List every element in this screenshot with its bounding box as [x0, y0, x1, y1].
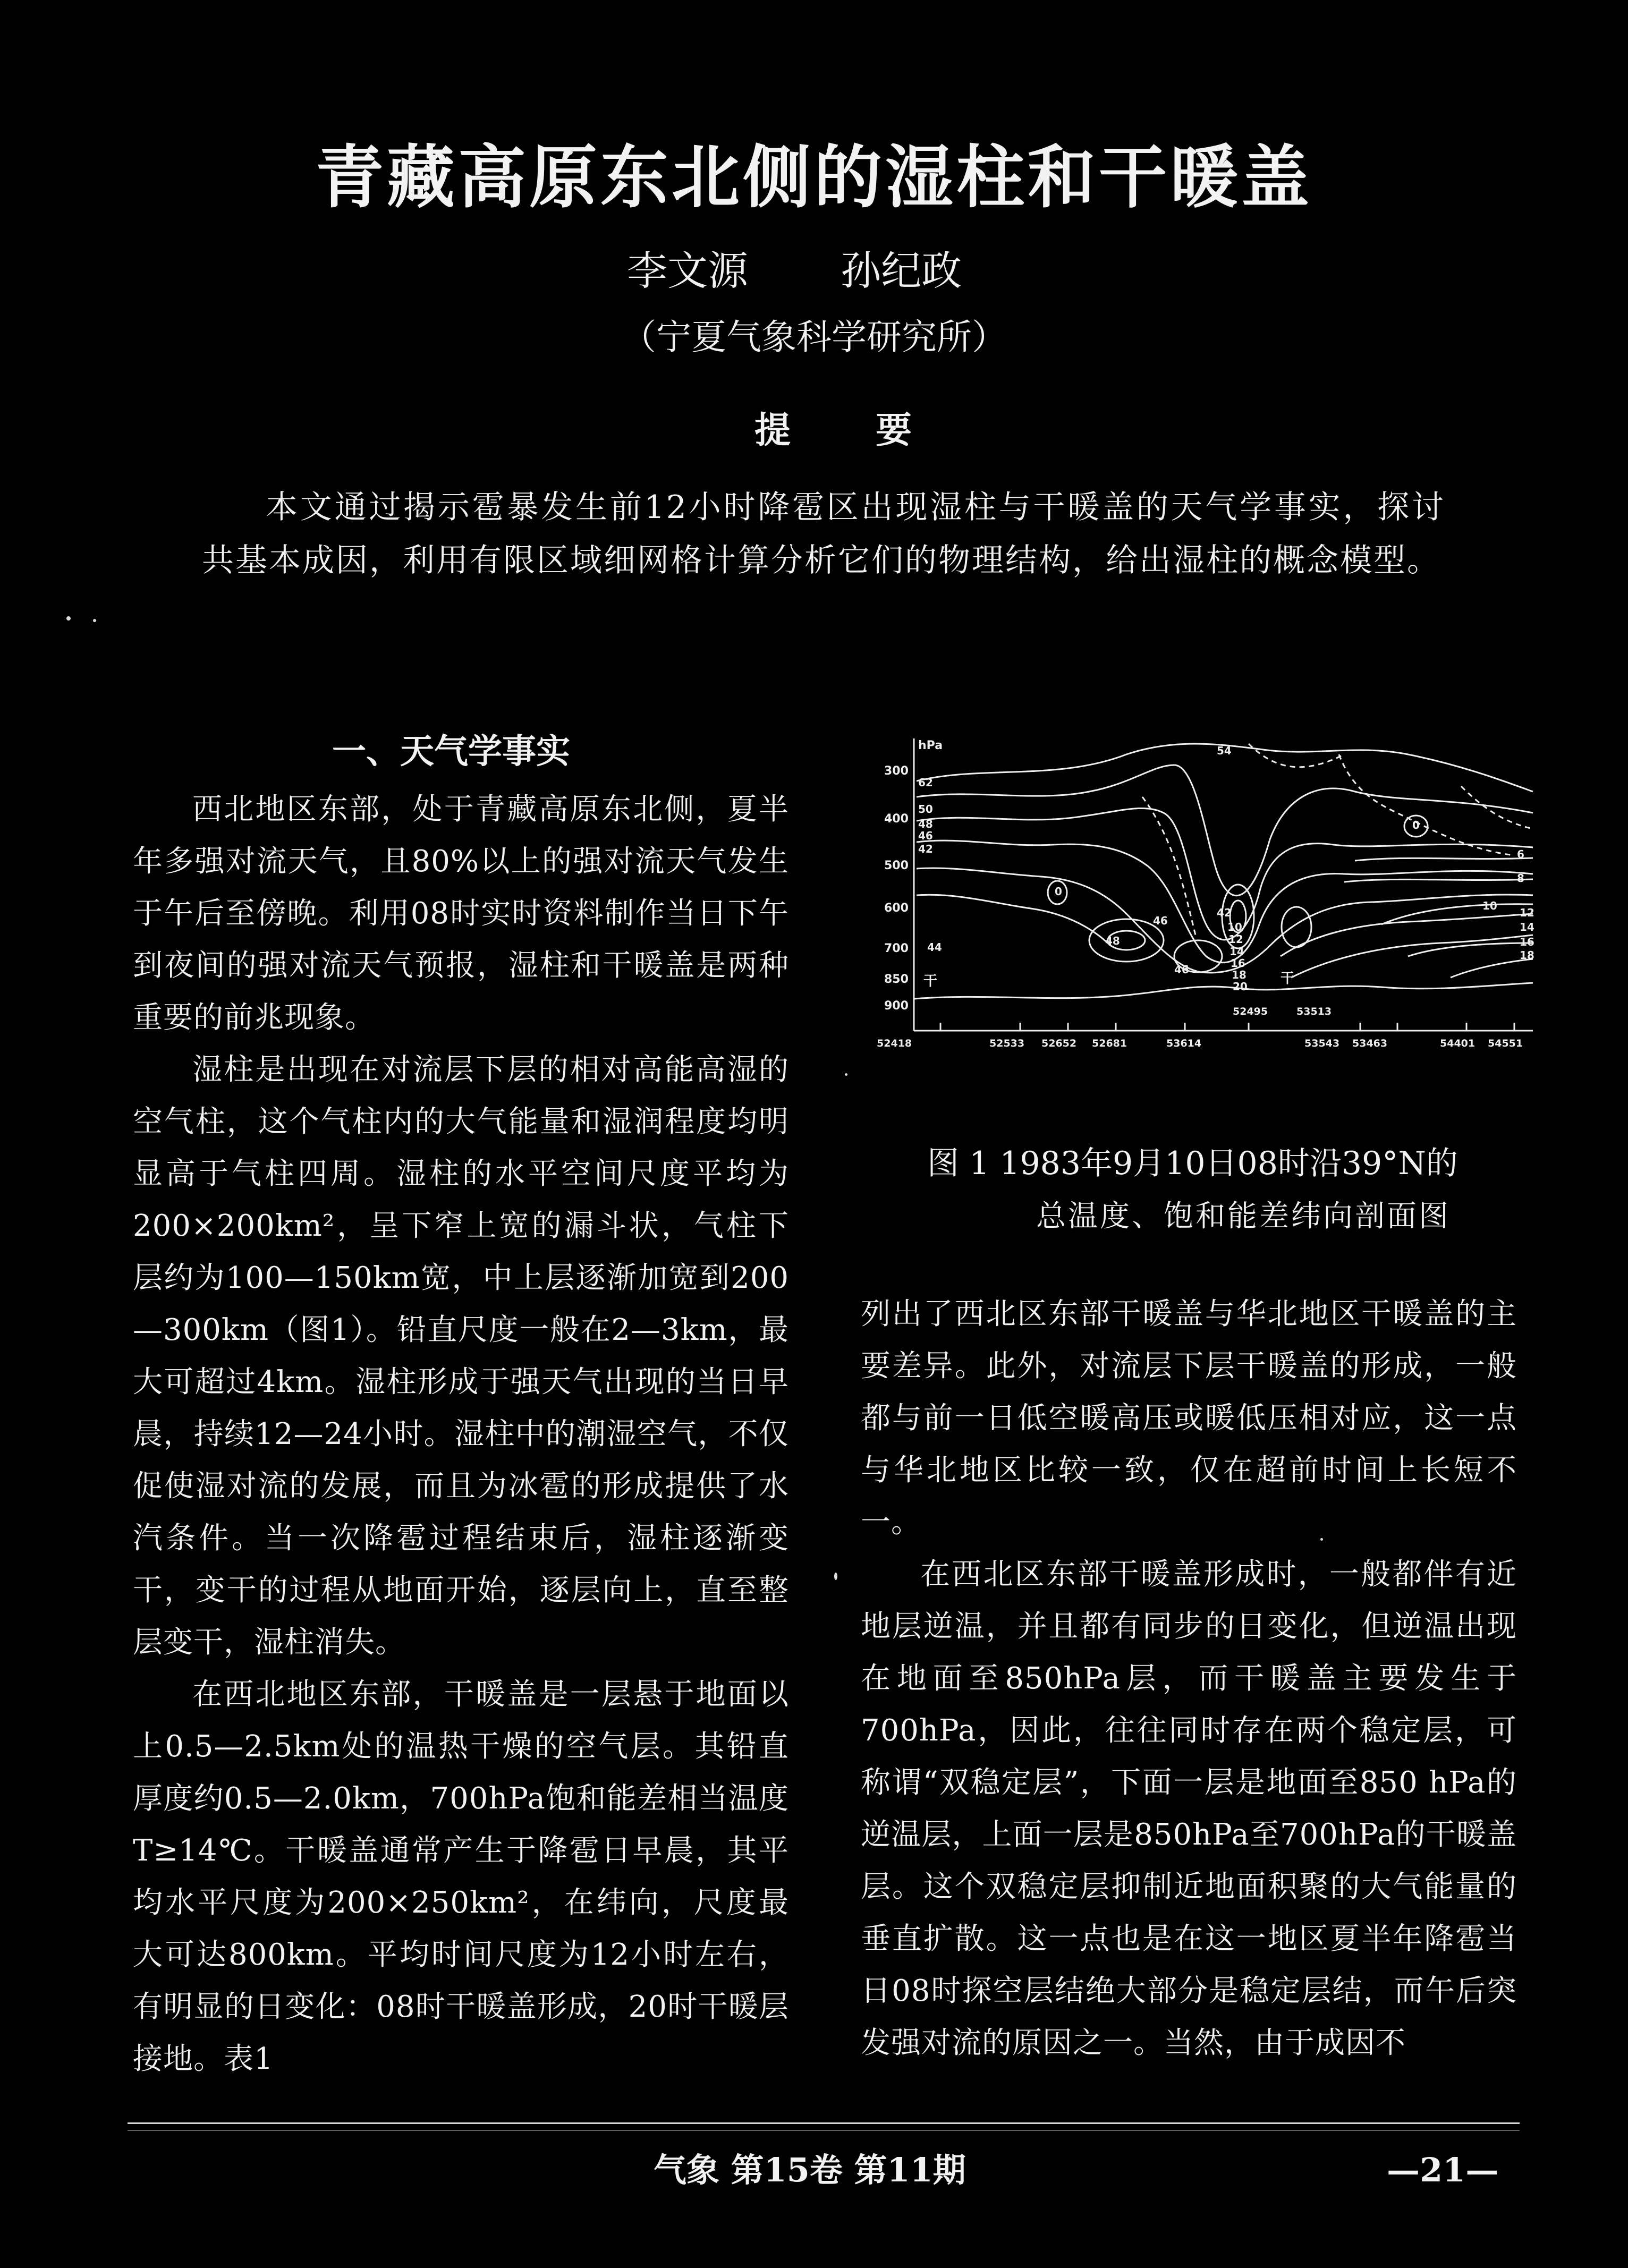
contour-label: 14: [1230, 945, 1244, 958]
author-1: 李文源: [627, 247, 748, 294]
ground-line: [914, 983, 1533, 999]
right-paragraph-2: 在西北区东部干暖盖形成时，一般都伴有近地层逆温，并且都有同步的日变化，但逆温出现在地面至850hPa层，而干暖盖主要发生于700hPa，因此，往往同时存在两个稳定层，可称谓“双稳定层”，下面一层是地面至850 hPa的逆温层，上面一层是850hPa至700hPa的干暖盖层。这个双稳定层抑制近地面积聚的大气能量的垂直扩散。这一点也是在这一地区夏半年降雹当日08时探空层结绝大部分是稳定层结，而午后突发强对流的原因之一。当然，由于成因不: [861, 1557, 1517, 2060]
figure-caption-line-2: 总温度、饱和能差纬向剖面图: [1036, 1199, 1451, 1234]
station-9: 54551: [1488, 1038, 1523, 1049]
contour-2: [917, 765, 1533, 896]
contour-label: 12: [1520, 906, 1534, 919]
contour-label: 10: [1482, 899, 1497, 912]
contour-label: 46: [1174, 963, 1189, 976]
scan-speck: [66, 616, 71, 621]
abstract-heading-char-2: 要: [876, 409, 912, 452]
contour-label: 0: [1055, 885, 1062, 898]
contour-label: 48: [1105, 935, 1120, 947]
contour-label: 16: [1520, 936, 1534, 948]
abstract-text: 本文通过揭示雹暴发生前12小时降雹区出现湿柱与干暖盖的天气学事实，探讨共基本成因，利用有限区域细网格计算分析它们的物理结构，给出湿柱的概念模型。: [202, 489, 1445, 579]
contour-label: 16: [1231, 957, 1245, 970]
author-2: 孙纪政: [841, 247, 962, 294]
pressure-label-900: 900: [884, 999, 909, 1013]
dashed-contour-1: [1249, 744, 1344, 767]
station-1: 52418: [877, 1038, 912, 1049]
left-column: [133, 784, 789, 2085]
section-1-heading: 一、天气学事实: [332, 732, 570, 771]
abstract-heading: [754, 404, 912, 457]
scan-speck: [1320, 1538, 1323, 1541]
pressure-label-700: 700: [884, 942, 909, 955]
footer-rule-thin: [128, 2130, 1520, 2131]
abstract-heading-char-1: 提: [754, 409, 791, 452]
station-3: 52652: [1041, 1038, 1077, 1049]
contour-label: 20: [1233, 980, 1248, 993]
left-paragraph-3: 在西北地区东部，干暖盖是一层悬于地面以上0.5—2.5km处的温热干燥的空气层。其铅直厚度约0.5—2.0km，700hPa饱和能差相当温度T≥14℃。干暖盖通常产生于降雹日早晨，其平均水平尺度为200×250km²，在纬向，尺度最大可达800km。平均时间尺度为12小时左右，有明显的日变化：08时干暖盖形成，20时干暖层接地。表1: [133, 1677, 789, 2076]
paper-title: 青藏高原东北侧的湿柱和干暖盖: [315, 138, 1312, 217]
contour-label: 14: [1520, 921, 1534, 933]
right-column: [861, 1288, 1517, 2069]
contour-label: 54: [1217, 744, 1232, 757]
footer-rule: [128, 2122, 1520, 2124]
contour-label: 46: [1153, 914, 1168, 927]
contour-label: 42: [1217, 906, 1232, 919]
contour-label: 10: [1227, 921, 1242, 933]
contour-r4: [1408, 943, 1533, 956]
contour-label: 6: [1517, 848, 1524, 861]
affiliation: （宁夏气象科学研究所）: [621, 317, 1007, 358]
right-paragraph-1: 列出了西北区东部干暖盖与华北地区干暖盖的主要差异。此外，对流层下层干暖盖的形成，一般都与前一日低空暖高压或暖低压相对应，这一点与华北地区比较一致，仅在超前时间上长短不一。: [861, 1297, 1517, 1540]
contour-label: 48: [918, 818, 933, 830]
pressure-label-400: 400: [884, 812, 909, 826]
pressure-label-500: 500: [884, 859, 909, 872]
contour-label: 62: [918, 776, 933, 789]
contour-r2: [1344, 879, 1533, 882]
contour-r5: [1451, 959, 1533, 978]
station-7: 53463: [1352, 1038, 1388, 1049]
scan-speck: [93, 619, 96, 622]
journal-info: 气象 第15卷 第11期: [654, 2151, 966, 2189]
contour-7: [1281, 914, 1533, 956]
pressure-label-300: 300: [884, 765, 909, 778]
contour-label: 18: [1232, 969, 1247, 981]
contour-label: 44: [927, 941, 942, 954]
scan-speck: [845, 1073, 847, 1076]
left-paragraph-2: 湿柱是出现在对流层下层的相对高能高湿的空气柱，这个气柱内的大气能量和湿润程度均明显高于气柱四周。湿柱的水平空间尺度平均为200×200km²，呈下窄上宽的漏斗状，气柱下层约为100—150km宽，中上层逐渐加宽到200—300km（图1）。铅直尺度一般在2—3km，最大可超过4km。湿柱形成于强天气出现的当日早晨，持续12—24小时。湿柱中的潮湿空气，不仅促使湿对流的发展，而且为冰雹的形成提供了水汽条件。当一次降雹过程结束后，湿柱逐渐变干，变干的过程从地面开始，逐层向上，直至整层变干，湿柱消失。: [133, 1052, 789, 1660]
pressure-label-850: 850: [884, 973, 909, 986]
contour-label: 50: [918, 803, 933, 816]
pressure-label-600: 600: [884, 902, 909, 915]
station-5: 53614: [1166, 1038, 1202, 1049]
contour-label: 0: [1412, 819, 1420, 831]
authors: [627, 242, 1105, 300]
figure-1-cross-section: [877, 733, 1536, 1116]
station-upper-1: 52495: [1233, 1006, 1268, 1017]
station-8: 54401: [1440, 1038, 1476, 1049]
dashed-contour-2: [1339, 754, 1514, 855]
axis-unit-label: hPa: [918, 739, 943, 752]
station-6: 53543: [1304, 1038, 1340, 1049]
contour-label: 干: [923, 973, 938, 989]
page-number: —21—: [1387, 2151, 1499, 2189]
contour-8: [1291, 935, 1533, 978]
contour-label: 46: [918, 829, 933, 842]
contour-label: 干: [1281, 971, 1295, 987]
station-upper-2: 53513: [1296, 1006, 1332, 1017]
contour-r1: [1355, 858, 1533, 861]
contour-cell-4: [1282, 907, 1311, 947]
contour-label: 42: [918, 843, 933, 855]
left-paragraph-1: 西北地区东部，处于青藏高原东北侧，夏半年多强对流天气，且80%以上的强对流天气发生于午后至傍晚。利用08时实时资料制作当日下午到夜间的强对流天气预报，湿柱和干暖盖是两种重要的前兆现象。: [133, 792, 789, 1035]
station-2: 52533: [989, 1038, 1025, 1049]
contour-label: 18: [1520, 949, 1534, 962]
contour-6: [917, 895, 1110, 946]
contour-label: 8: [1517, 872, 1524, 885]
station-4: 52681: [1092, 1038, 1127, 1049]
contour-label: 12: [1228, 933, 1243, 946]
scan-speck: [834, 1573, 837, 1580]
figure-caption-line-1: 图 1 1983年9月10日08时沿39°N的: [927, 1145, 1458, 1182]
